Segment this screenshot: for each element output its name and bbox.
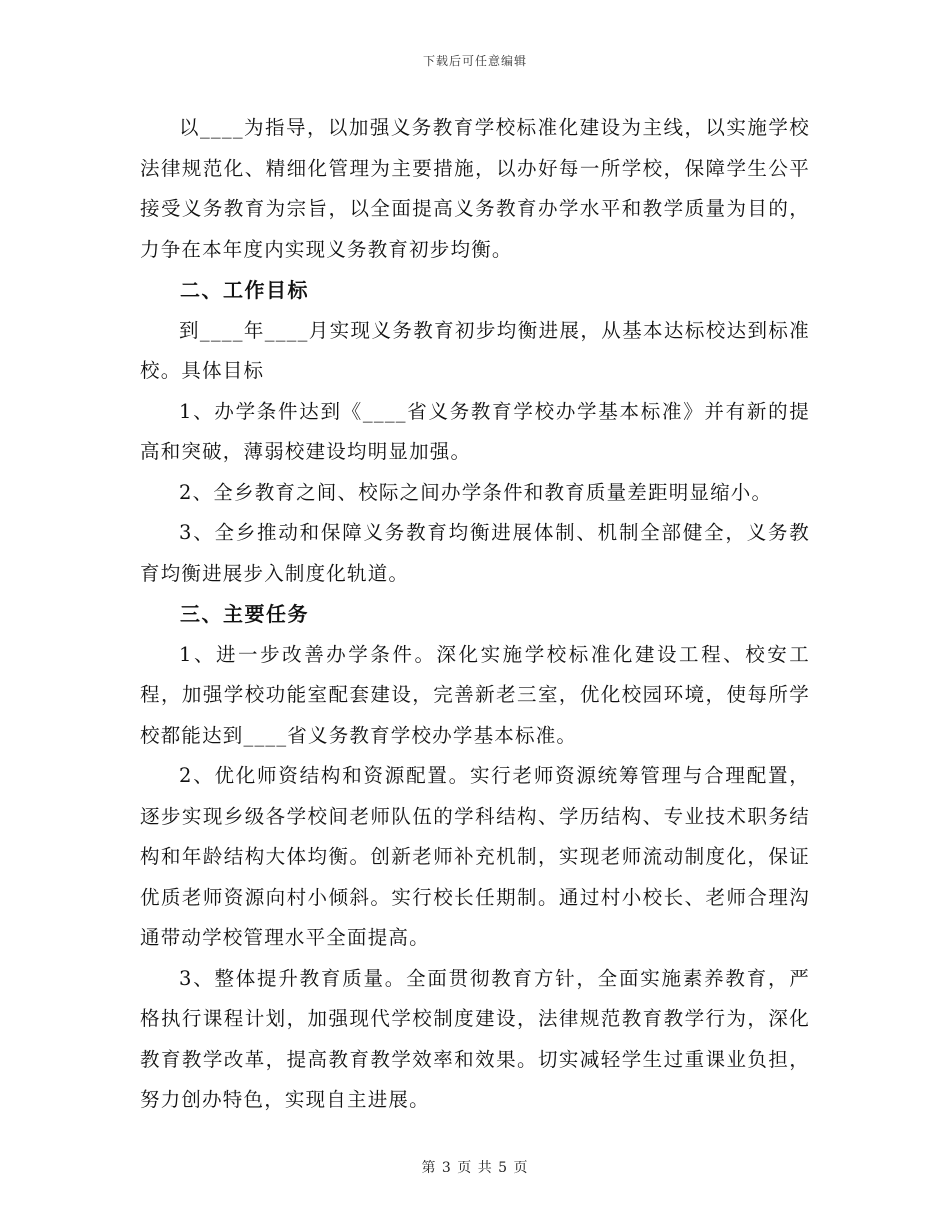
- section-heading-goals: 二、工作目标: [180, 278, 309, 302]
- paragraph-task-3: 3、整体提升教育质量。全面贯彻教育方针，全面实施素养教育，严格执行课程计划，加强现代学校制度建设，法律规范教育教学行为，深化教育教学改革，提高教育教学效率和效果。切实减轻学生过重课业负担，努力创办特色，实现自主进展。: [140, 966, 810, 1111]
- section-heading-tasks: 三、主要任务: [180, 602, 309, 626]
- paragraph-goal-1: 1、办学条件达到《____省义务教育学校办学基本标准》并有新的提高和突破，薄弱校建设均明显加强。: [140, 399, 810, 463]
- paragraph-goal-2: 2、全乡教育之间、校际之间办学条件和教育质量差距明显缩小。: [179, 480, 773, 504]
- paragraph-task-2: 2、优化师资结构和资源配置。实行老师资源统筹管理与合理配置，逐步实现乡级各学校间老师队伍的学科结构、学历结构、专业技术职务结构和年龄结构大体均衡。创新老师补充机制，实现老师流动制度化，保证优质老师资源向村小倾斜。实行校长任期制。通过村小校长、老师合理沟通带动学校管理水平全面提高。: [140, 764, 810, 949]
- paragraph-guiding-principle: 以____为指导，以加强义务教育学校标准化建设为主线，以实施学校法律规范化、精细化管理为主要措施，以办好每一所学校，保障学生公平接受义务教育为宗旨，以全面提高义务教育办学水平和教学质量为目的，力争在本年度内实现义务教育初步均衡。: [140, 116, 810, 261]
- document-body: [140, 108, 810, 1121]
- page-footer: 第 3 页 共 5 页: [421, 1160, 529, 1176]
- paragraph-goal-3: 3、全乡推动和保障义务教育均衡进展体制、机制全部健全，义务教育均衡进展步入制度化轨道。: [140, 521, 810, 585]
- page-header: 下载后可任意编辑: [422, 54, 527, 68]
- paragraph-task-1: 1、进一步改善办学条件。深化实施学校标准化建设工程、校安工程，加强学校功能室配套建设，完善新老三室，优化校园环境，使每所学校都能达到____省义务教育学校办学基本标准。: [140, 642, 810, 747]
- paragraph-goal-overview: 到____年____月实现义务教育初步均衡进展，从基本达标校达到标准校。具体目标: [140, 318, 810, 382]
